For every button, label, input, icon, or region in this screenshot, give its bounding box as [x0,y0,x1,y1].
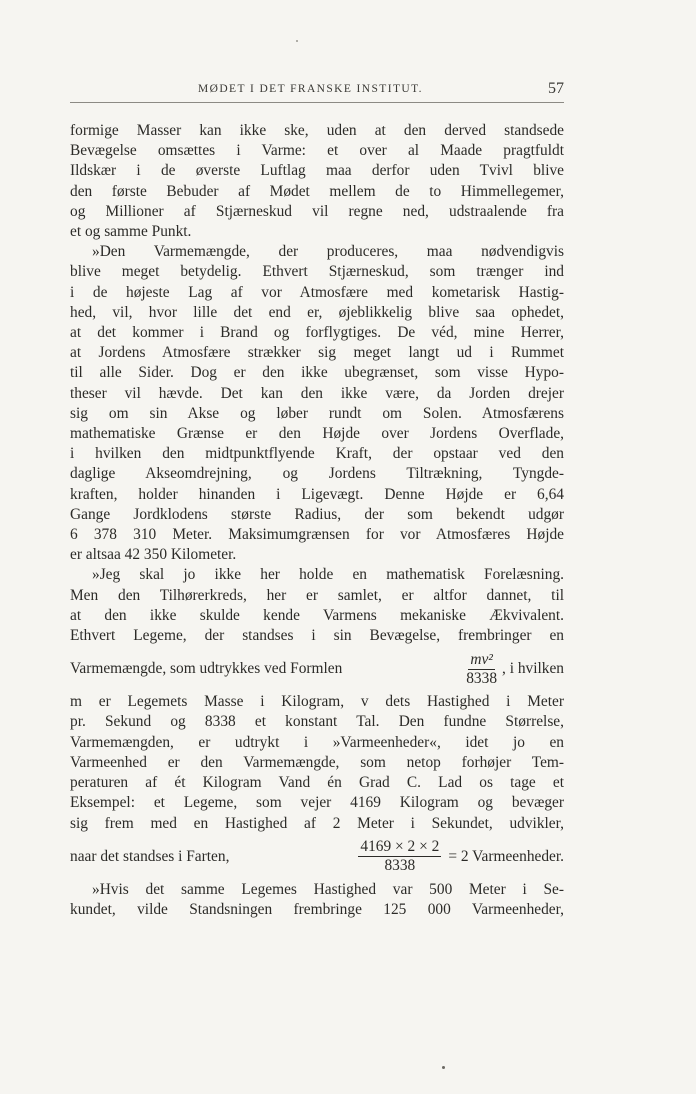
text-line: den første Bebuder af Mødet mellem de to Himmellegemer, [70,182,564,200]
text-line: til alle Sider. Dog er den ikke ubegrænset, som visse Hypo- [70,364,564,382]
text-line: Varmeenhed er den Varmemængde, som netop forhøjer Tem- [70,753,564,771]
formula-fraction [464,651,499,688]
formula-lead-text: naar det standses i Farten, [70,847,230,865]
text-line: peraturen af ét Kilogram Vand én Grad C. Lad os tage et [70,774,564,792]
text-line: et og samme Punkt. [70,223,192,241]
text-line: »Jeg skal jo ikke her holde en mathematisk Forelæsning. [92,566,564,584]
text-line: blive meget betydelig. Ethvert Stjærneskud, som trænger ind [70,263,564,281]
text-line: mathematiske Grænse er den Højde over Jordens Overflade, [70,425,564,443]
text-line: i hvilken den midtpunktflyende Kraft, der opstaar ved den [70,445,564,463]
print-speck [442,1066,445,1069]
text-line: daglige Akseomdrejning, og Jordens Tiltrækning, Tyngde- [70,465,564,483]
formula-result-text: = 2 Varmeenheder. [448,847,564,865]
text-line: Gange Jordklodens største Radius, der som bekendt udgør [70,505,564,523]
running-title: MØDET I DET FRANSKE INSTITUT. [198,83,423,95]
text-line: sig frem med en Hastighed af 2 Meter i Sekundet, udvikler, [70,814,564,832]
running-header [70,80,564,103]
text-line: kraften, holder hinanden i Ligevægt. Denne Højde er 6,64 [70,485,564,503]
text-line: i de højeste Lag af vor Atmosfære med kometarisk Hastig- [70,283,564,301]
text-line: sig om sin Akse og løber rundt om Solen. Atmosfærens [70,404,564,422]
formula-line-2 [70,835,564,879]
text-line: Men den Tilhørerkreds, her er samlet, er altfor dannet, til [70,586,564,604]
text-line: kundet, vilde Standsningen frembringe 125 000 Varmeenheder, [70,900,564,918]
text-line: Eksempel: et Legeme, som vejer 4169 Kilogram og bevæger [70,794,564,812]
text-line: at det kommer i Brand og forflygtiges. De véd, mine Herrer, [70,324,564,342]
text-line: hed, vil, hvor lille det end er, øjeblikkelig blive saa ophedet, [70,303,564,321]
formula-line-1 [70,647,564,691]
formula-fraction [358,838,441,875]
fraction-denominator: 8338 [384,857,416,875]
text-line: formige Masser kan ikke ske, uden at den derved standsede [70,122,564,139]
page-number: 57 [548,80,564,97]
paragraph-1 [70,121,564,242]
text-line: at Jordens Atmosfære strækker sig meget langt ud i Rummet [70,344,564,362]
print-speck [296,40,298,42]
formula-trail-text: , i hvilken [502,660,564,678]
fraction-numerator: 4169 × 2 × 2 [360,838,440,856]
text-line: »Den Varmemængde, der produceres, maa nødvendigvis [92,243,564,261]
paragraph-4 [70,880,564,920]
body-text [70,121,564,920]
text-line: Bevægelse omsættes i Varme: et over al Maade pragtfuldt [70,142,564,160]
text-line: Ethvert Legeme, der standses i sin Bevægelse, frembringer en [70,627,564,645]
formula-lead-text: Varmemængde, som udtrykkes ved Formlen [70,660,343,678]
paragraph-2 [70,242,564,565]
text-line: Ildskær i de øverste Luftlag maa derfor uden Tvivl blive [70,162,564,180]
text-line: theser vil hævde. Det kan den ikke være, da Jorden drejer [70,384,564,402]
text-line: »Hvis det samme Legemes Hastighed var 500 Meter i Se- [92,880,564,898]
text-line: at den ikke skulde kende Varmens mekaniske Ækvivalent. [70,606,564,624]
text-line: er altsaa 42 350 Kilometer. [70,546,237,564]
text-line: pr. Sekund og 8338 et konstant Tal. Den fundne Størrelse, [70,713,564,731]
fraction-denominator: 8338 [466,669,498,687]
paragraph-3 [70,565,564,878]
text-line: og Millioner af Stjærneskud vil regne ned, udstraalende fra [70,202,564,220]
text-line: Varmemængden, er udtrykt i »Varmeenheder«, idet jo en [70,733,564,751]
fraction-numerator: mv² [470,650,493,668]
text-line: m er Legemets Masse i Kilogram, v dets Hastighed i Meter [70,693,564,711]
text-line: 6 378 310 Meter. Maksimumgrænsen for vor Atmosfæres Højde [70,526,564,544]
